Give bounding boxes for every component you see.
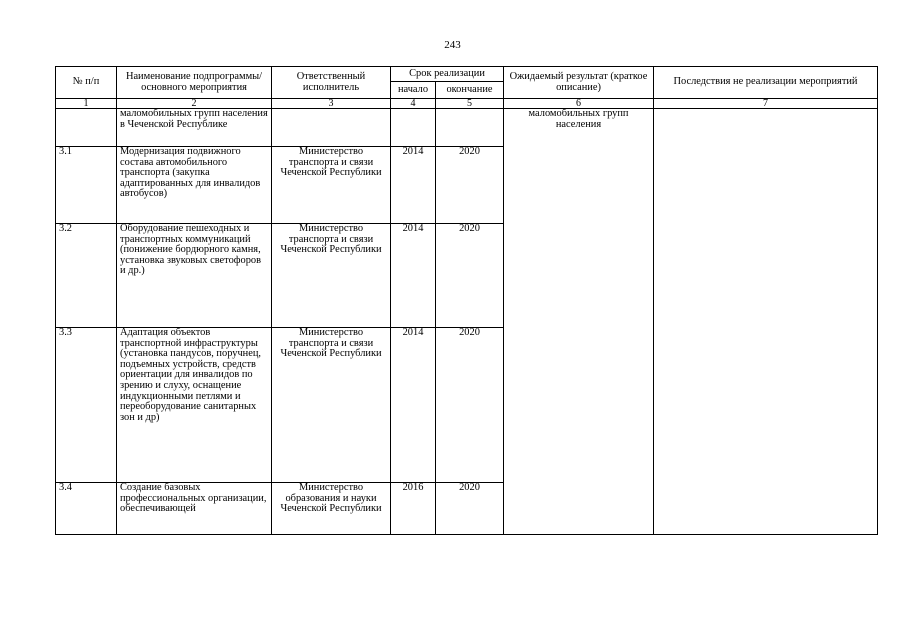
column-number: 2 bbox=[117, 99, 272, 109]
row-end: 2020 bbox=[436, 483, 504, 535]
column-number: 3 bbox=[272, 99, 391, 109]
row-start: 2016 bbox=[391, 483, 436, 535]
header-executor: Ответственный исполнитель bbox=[272, 67, 391, 99]
continuation-num bbox=[56, 109, 117, 147]
header-result: Ожидаемый результат (краткое описание) bbox=[504, 67, 654, 99]
row-name: Оборудование пешеходных и транспортных коммуникаций (понижение бордюрного камня, установка звуковых светофоров и др.) bbox=[117, 224, 272, 328]
row-executor: Министерство образования и науки Чеченской Республики bbox=[272, 483, 391, 535]
header-consequences: Последствия не реализации мероприятий bbox=[654, 67, 878, 99]
column-number: 5 bbox=[436, 99, 504, 109]
row-executor: Министерство транспорта и связи Чеченской Республики bbox=[272, 147, 391, 224]
header-num: № п/п bbox=[56, 67, 117, 99]
continuation-name: маломобильных групп населения в Чеченской Республике bbox=[117, 109, 272, 147]
row-start: 2014 bbox=[391, 224, 436, 328]
row-end: 2020 bbox=[436, 328, 504, 483]
row-num: 3.3 bbox=[56, 328, 117, 483]
row-start: 2014 bbox=[391, 328, 436, 483]
continuation-end bbox=[436, 109, 504, 147]
row-num: 3.4 bbox=[56, 483, 117, 535]
row-end: 2020 bbox=[436, 147, 504, 224]
row-executor: Министерство транспорта и связи Чеченской Республики bbox=[272, 328, 391, 483]
column-number: 1 bbox=[56, 99, 117, 109]
column-number: 6 bbox=[504, 99, 654, 109]
header-name: Наименование подпрограммы/ основного мероприятия bbox=[117, 67, 272, 99]
expected-result: маломобильных групп населения bbox=[504, 109, 654, 535]
continuation-row bbox=[56, 109, 878, 147]
header-period: Срок реализации bbox=[391, 67, 504, 82]
row-end: 2020 bbox=[436, 224, 504, 328]
header-end: окончание bbox=[436, 82, 504, 99]
consequences-cell bbox=[654, 109, 878, 535]
column-number: 7 bbox=[654, 99, 878, 109]
page-number: 243 bbox=[444, 39, 461, 51]
continuation-executor bbox=[272, 109, 391, 147]
row-executor: Министерство транспорта и связи Чеченской Республики bbox=[272, 224, 391, 328]
row-num: 3.1 bbox=[56, 147, 117, 224]
column-number-row bbox=[56, 99, 878, 109]
row-name: Адаптация объектов транспортной инфраструктуры (установка пандусов, поручнец, подъемных устройств, средств ориентации для инвалидов по зрению и слуху, оснащение индукционными петлями и переоборудование санитарных зон и др) bbox=[117, 328, 272, 483]
row-name: Модернизация подвижного состава автомобильного транспорта (закупка адаптированных для инвалидов автобусов) bbox=[117, 147, 272, 224]
header-start: начало bbox=[391, 82, 436, 99]
program-table bbox=[55, 66, 878, 535]
header-row-1 bbox=[56, 67, 878, 82]
row-start: 2014 bbox=[391, 147, 436, 224]
row-num: 3.2 bbox=[56, 224, 117, 328]
row-name: Создание базовых профессиональных организации, обеспечивающей bbox=[117, 483, 272, 535]
column-number: 4 bbox=[391, 99, 436, 109]
continuation-start bbox=[391, 109, 436, 147]
